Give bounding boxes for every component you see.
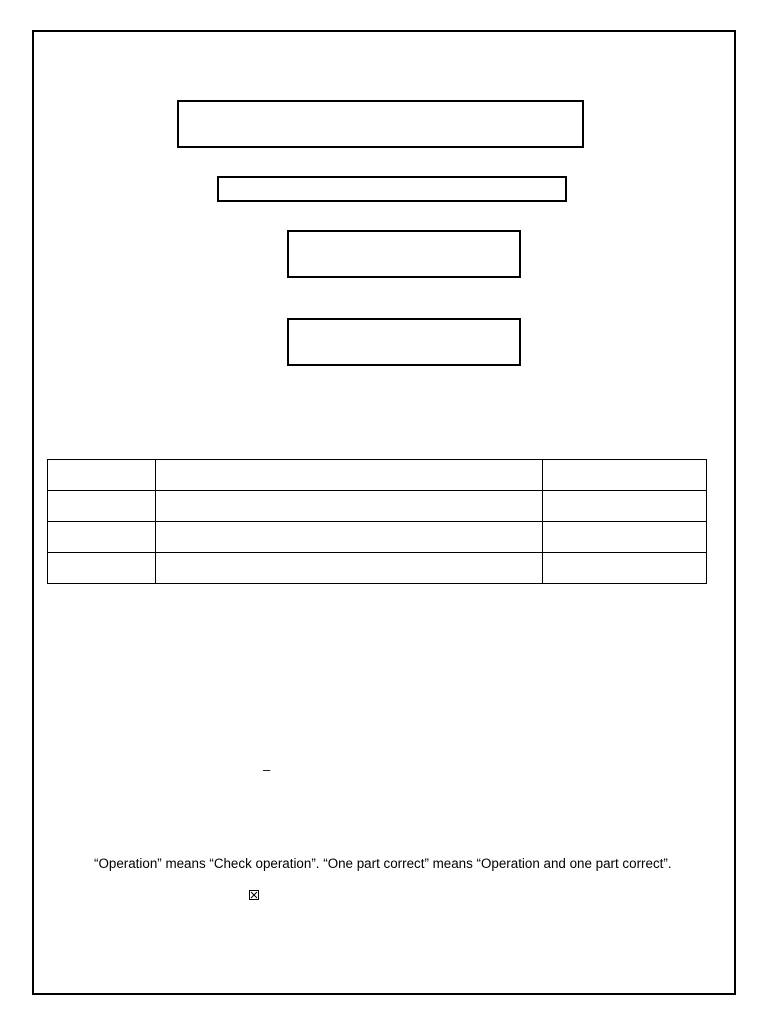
table-row: [48, 553, 707, 584]
info-box-2: [287, 318, 521, 366]
table-cell: [156, 522, 543, 553]
subtitle-box: [217, 176, 567, 202]
crossed-checkbox-icon: [249, 890, 259, 900]
title-box: [177, 100, 584, 148]
table-cell: [48, 460, 156, 491]
table-row: [48, 460, 707, 491]
grid-table: [47, 459, 707, 584]
table-row: [48, 522, 707, 553]
dash-mark: –: [263, 762, 271, 777]
table-cell: [48, 553, 156, 584]
table-cell: [542, 553, 706, 584]
table-cell: [156, 460, 543, 491]
table-cell: [48, 522, 156, 553]
table-cell: [156, 491, 543, 522]
table-row: [48, 491, 707, 522]
table-cell: [542, 460, 706, 491]
table-cell: [48, 491, 156, 522]
note-text: “Operation” means “Check operation”. “One part correct” means “Operation and one part correct”.: [94, 856, 672, 871]
info-box-1: [287, 230, 521, 278]
table-cell: [156, 553, 543, 584]
table-cell: [542, 522, 706, 553]
table-cell: [542, 491, 706, 522]
